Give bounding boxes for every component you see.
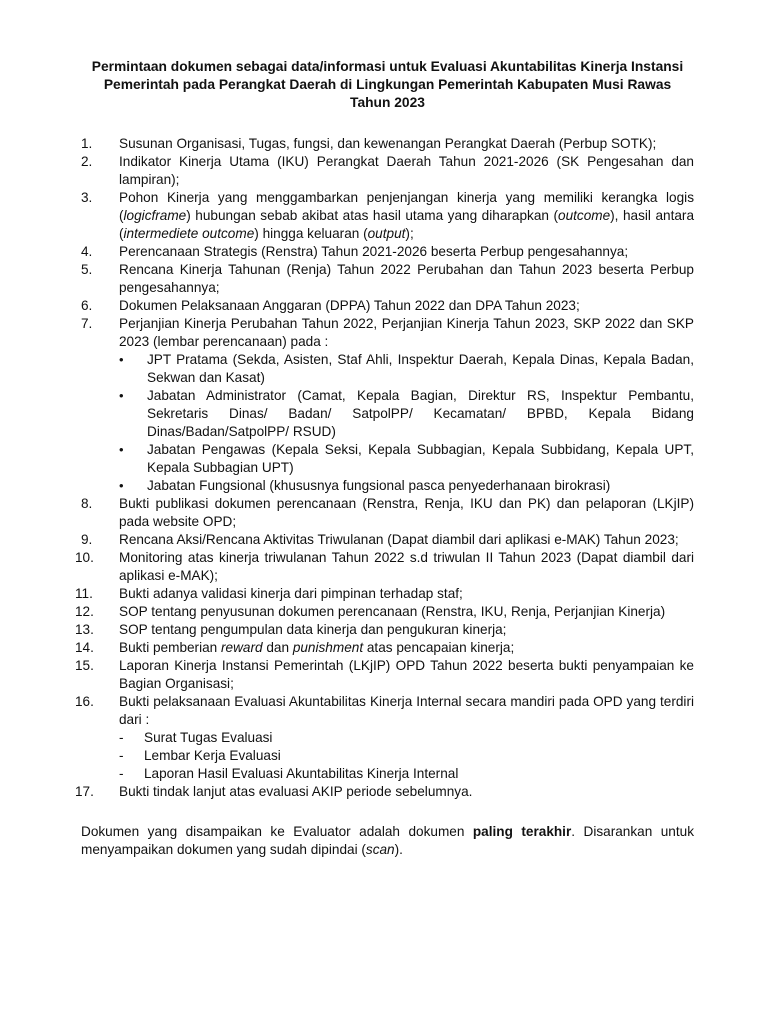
text-run: ) hingga keluaran (	[254, 226, 368, 241]
sub-list-dashes	[119, 729, 694, 783]
item-text: Rencana Kinerja Tahunan (Renja) Tahun 2022 Perubahan dan Tahun 2023 beserta Perbup pengesahannya;	[119, 262, 694, 295]
list-item	[81, 297, 694, 315]
bullet-icon: •	[119, 478, 124, 493]
bullet-icon: •	[119, 352, 124, 367]
list-item	[75, 693, 694, 783]
dash-marker: -	[119, 730, 124, 745]
bullet-icon: •	[119, 442, 124, 457]
list-item	[81, 135, 694, 153]
text-run: . Disarankan untuk menyampaikan dokumen yang sudah dipindai (	[81, 824, 694, 857]
dash-marker: -	[119, 748, 124, 763]
document-title	[81, 58, 694, 112]
text-run: atas pencapaian kinerja;	[363, 640, 515, 655]
item-text: Dokumen Pelaksanaan Anggaran (DPPA) Tahun 2022 dan DPA Tahun 2023;	[119, 298, 580, 313]
list-item	[81, 531, 694, 549]
text-run: dan	[262, 640, 293, 655]
item-number: 11.	[75, 586, 93, 601]
list-item	[75, 657, 694, 693]
list-item	[75, 549, 694, 585]
italic-term: scan	[365, 842, 395, 857]
title-line-3: Tahun 2023	[350, 95, 425, 110]
sub-item-text: Jabatan Administrator (Camat, Kepala Bagian, Direktur RS, Inspektur Pembantu, Sekretaris Dinas/ Badan/ SatpolPP/ Kecamatan/ BPBD, Kepala Bidang Dinas/Badan/SatpolPP/ RSUD)	[147, 388, 694, 439]
item-number: 16.	[75, 694, 94, 709]
sub-list-item	[119, 477, 694, 495]
sub-item-text: Jabatan Fungsional (khususnya fungsional pasca penyederhanaan birokrasi)	[147, 478, 611, 493]
item-text: Rencana Aksi/Rencana Aktivitas Triwulanan (Dapat diambil dari aplikasi e-MAK) Tahun 2023;	[119, 532, 679, 547]
item-text: SOP tentang pengumpulan data kinerja dan pengukuran kinerja;	[119, 622, 507, 637]
item-number: 8.	[81, 496, 93, 511]
item-number: 10.	[75, 550, 94, 565]
text-run: );	[405, 226, 414, 241]
list-item	[81, 261, 694, 297]
item-text: Bukti adanya validasi kinerja dari pimpinan terhadap staf;	[119, 586, 463, 601]
item-number: 15.	[75, 658, 94, 673]
item-number: 3.	[81, 190, 93, 205]
list-item	[81, 153, 694, 189]
item-number: 7.	[81, 316, 93, 331]
sub-list-item	[119, 351, 694, 387]
italic-term: logicframe	[123, 208, 187, 223]
item-number: 13.	[75, 622, 94, 637]
italic-term: punishment	[292, 640, 364, 655]
item-text	[119, 639, 694, 657]
text-run: Dokumen yang disampaikan ke Evaluator adalah dokumen	[81, 824, 473, 839]
item-text: Indikator Kinerja Utama (IKU) Perangkat Daerah Tahun 2021-2026 (SK Pengesahan dan lampiran);	[119, 154, 694, 187]
dash-marker: -	[119, 766, 124, 781]
item-number: 14.	[75, 640, 94, 655]
item-content	[119, 693, 694, 783]
item-text: Laporan Kinerja Instansi Pemerintah (LKjIP) OPD Tahun 2022 beserta bukti penyampaian ke Bagian Organisasi;	[119, 658, 694, 691]
item-number: 9.	[81, 532, 93, 547]
sub-list-item	[119, 729, 694, 747]
list-item	[81, 189, 694, 243]
list-item	[75, 639, 694, 657]
item-text: Bukti publikasi dokumen perencanaan (Renstra, Renja, IKU dan PK) dan pelaporan (LKjIP) pada website OPD;	[119, 496, 694, 529]
text-run: ) hubungan sebab akibat atas hasil utama yang diharapkan (	[186, 208, 559, 223]
item-number: 5.	[81, 262, 93, 277]
title-line-2: Pemerintah pada Perangkat Daerah di Lingkungan Pemerintah Kabupaten Musi Rawas	[103, 77, 672, 92]
italic-term: outcome	[558, 208, 611, 223]
list-item	[81, 243, 694, 261]
closing-paragraph	[81, 823, 694, 859]
bold-term: paling terakhir	[472, 824, 572, 839]
bullet-icon: •	[119, 388, 124, 403]
item-number: 4.	[81, 244, 93, 259]
italic-term: reward	[221, 640, 263, 655]
sub-item-text: Surat Tugas Evaluasi	[144, 730, 273, 745]
sub-item-text: Laporan Hasil Evaluasi Akuntabilitas Kinerja Internal	[144, 766, 459, 781]
item-content	[119, 315, 694, 495]
list-item	[81, 315, 694, 495]
sub-list-bullets	[119, 351, 694, 495]
item-text: Susunan Organisasi, Tugas, fungsi, dan kewenangan Perangkat Daerah (Perbup SOTK);	[119, 136, 657, 151]
item-text: Perjanjian Kinerja Perubahan Tahun 2022, Perjanjian Kinerja Tahun 2023, SKP 2022 dan SKP 2023 (lembar perencanaan) pada :	[119, 316, 694, 349]
sub-item-text: Jabatan Pengawas (Kepala Seksi, Kepala Subbagian, Kepala Subbidang, Kepala UPT, Kepala Subbagian UPT)	[147, 442, 694, 475]
sub-list-item	[119, 765, 694, 783]
item-number: 6.	[81, 298, 93, 313]
italic-term: intermediete outcome	[123, 226, 255, 241]
item-number: 1.	[81, 136, 93, 151]
text-run: ), hasil antara (	[119, 208, 695, 241]
item-text: Perencanaan Strategis (Renstra) Tahun 2021-2026 beserta Perbup pengesahannya;	[119, 244, 629, 259]
list-item	[75, 585, 694, 603]
list-item	[75, 603, 694, 621]
item-text: Monitoring atas kinerja triwulanan Tahun 2022 s.d triwulan II Tahun 2023 (Dapat diambil dari aplikasi e-MAK);	[119, 550, 694, 583]
item-number: 12.	[75, 604, 94, 619]
sub-item-text: JPT Pratama (Sekda, Asisten, Staf Ahli, Inspektur Daerah, Kepala Dinas, Kepala Badan, Sekwan dan Kasat)	[147, 352, 694, 385]
item-text: SOP tentang penyusunan dokumen perencanaan (Renstra, IKU, Renja, Perjanjian Kinerja)	[119, 604, 666, 619]
list-item	[75, 621, 694, 639]
list-item	[81, 495, 694, 531]
item-text	[119, 189, 694, 243]
item-text: Bukti pelaksanaan Evaluasi Akuntabilitas Kinerja Internal secara mandiri pada OPD yang terdiri dari :	[119, 694, 694, 727]
sub-item-text: Lembar Kerja Evaluasi	[144, 748, 281, 763]
list-item	[75, 783, 694, 801]
item-number: 17.	[75, 784, 94, 799]
document-request-list	[75, 135, 695, 801]
item-text: Bukti tindak lanjut atas evaluasi AKIP periode sebelumnya.	[119, 784, 473, 799]
italic-term: output	[367, 226, 406, 241]
sub-list-item	[119, 441, 694, 477]
text-run: Pohon Kinerja yang menggambarkan penjenjangan kinerja yang memiliki kerangka logis (	[119, 190, 694, 223]
sub-list-item	[119, 747, 694, 765]
text-run: ).	[394, 842, 403, 857]
text-run: Bukti pemberian	[119, 640, 222, 655]
sub-list-item	[119, 387, 694, 441]
item-number: 2.	[81, 154, 93, 169]
title-line-1: Permintaan dokumen sebagai data/informasi untuk Evaluasi Akuntabilitas Kinerja Instansi	[91, 59, 684, 74]
